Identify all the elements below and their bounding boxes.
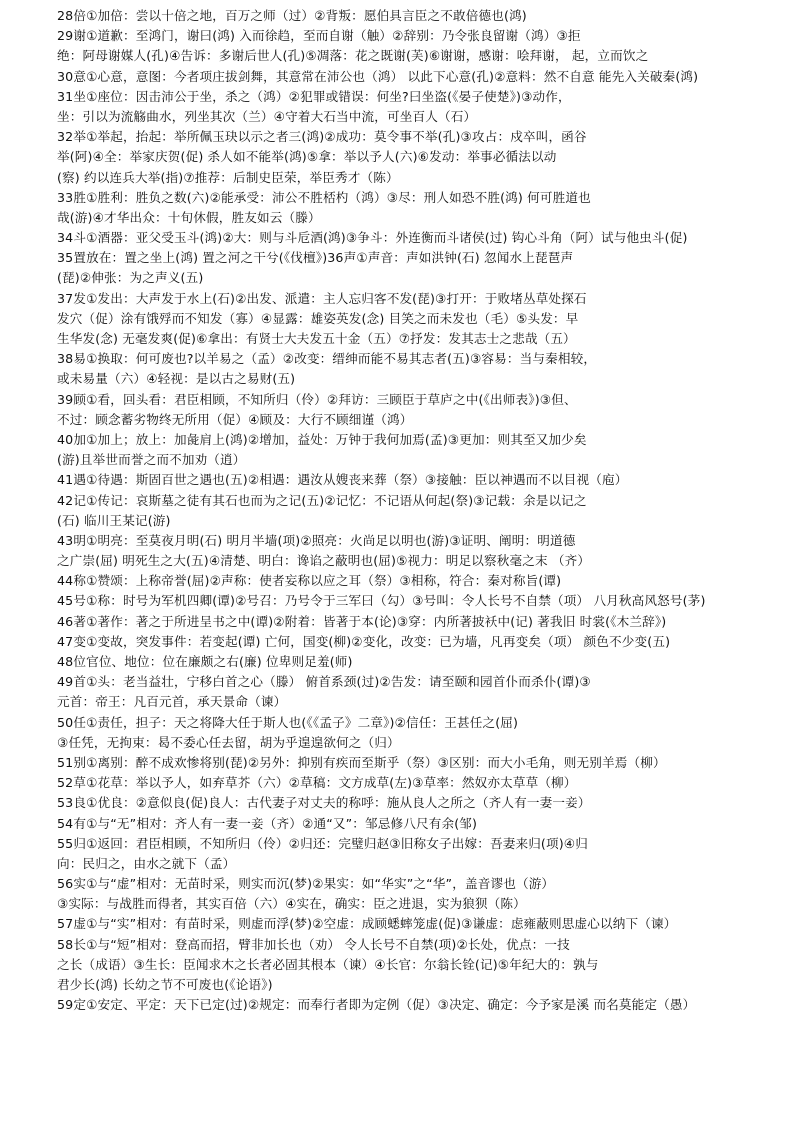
document-page — [57, 6, 777, 1096]
text-line: 之广崇(屈) 明死生之大(五)④清楚、明白：谗谄之蔽明也(屈)⑤视力：明足以察秋毫之末 （齐） — [57, 553, 591, 569]
text-line: 33胜①胜利：胜负之数(六)②能承受：沛公不胜桮杓（鸿）③尽：刑人如恐不胜(鸿) 何可胜道也 — [57, 189, 591, 205]
text-line: (察) 约以连兵大举(指)⑦推荐：后制史臣荣，举臣秀才（陈） — [57, 169, 399, 185]
text-line: 29谢①道歉：至鸿门，谢曰(鸿) 入而徐趋，至而自谢（触）②辞别：乃令张良留谢（鸿）③拒 — [57, 28, 581, 44]
text-line: 57虚①与“实”相对：有苗时采，则虚而浮(梦)②空虚：成顾蟋蟀笼虚(促)③谦虚：虑雍蔽则思虚心以纳下（谏） — [57, 916, 677, 932]
text-line: ③实际：与战胜而得者，其实百倍（六）④实在，确实：臣之进退，实为狼狈（陈） — [57, 896, 526, 912]
text-line: 38易①换取：何可废也?以羊易之（孟）②改变：缙绅而能不易其志者(五)③容易：当与秦相较， — [57, 351, 597, 367]
text-line: 43明①明亮：至莫夜月明(石) 明月半墙(项)②照亮：火尚足以明也(游)③证明、阐明：明道德 — [57, 532, 576, 548]
text-line: 51别①离别：醉不成欢惨将别(琵)②另外：抑别有疾而至斯乎（祭）③区别：而大小毛角，则无别羊焉（柳） — [57, 754, 666, 770]
text-line: 元首：帝王：凡百元首，承天景命（谏） — [57, 694, 287, 710]
text-line: 56实①与“虚”相对：无苗时采，则实而沉(梦)②果实：如“华实”之“华”，盖音谬也（游） — [57, 876, 555, 892]
text-line: 生华发(念) 无毫发爽(促)⑥拿出：有贤士大夫发五十金（五）⑦抒发：发其志士之悲哉（五） — [57, 331, 576, 346]
text-line: 坐：引以为流觞曲水，列坐其次（兰）④守着大石当中流，可坐百人（石） — [57, 108, 477, 124]
text-line: 39顾①看，回头看：君臣相顾，不知所归（伶）②拜访：三顾臣于草庐之中(《出师表》)③但、 — [57, 391, 577, 407]
text-line: 48位官位、地位：位在廉颇之右(廉) 位卑则足羞(师) — [57, 654, 353, 669]
text-line: 35置放在：置之坐上(鸿) 置之河之干兮(《伐檀》)36声①声音：声如洪钟(石) 忽闻水上琵琶声 — [57, 250, 574, 266]
text-line: 50任①责任，担子：天之将降大任于斯人也(《《孟子》二章》)②信任：王甚任之(屈) — [57, 714, 519, 730]
text-line: 34斗①酒器：亚父受玉斗(鸿)②大：则与斗卮酒(鸿)③争斗：外连衡而斗诸侯(过) 钩心斗角（阿）试与他虫斗(促) — [57, 230, 688, 246]
text-line: 向：民归之，由水之就下（孟） — [57, 855, 236, 871]
text-line: 52草①花草：举以予人，如弃草芥（六）②草稿：文方成草(左)③草率：然奴亦太草草（柳） — [57, 775, 577, 791]
text-line: (游)且举世而誉之而不加劝（逍） — [57, 452, 246, 468]
text-line: 发穴（促）涂有饿殍而不知发（寡）④显露：雄姿英发(念) 目笑之而未发也（毛）⑤头发：早 — [57, 310, 579, 326]
text-line: 哉(游)④才华出众：十旬休假，胜友如云（滕） — [57, 209, 321, 225]
text-line: 之长（成语）③生长：臣闻求木之长者必固其根本（谏）④长官：尔翁长铨(记)⑤年纪大的：孰与 — [57, 956, 599, 972]
text-line: 42记①传记：哀斯墓之徒有其石也而为之记(五)②记忆：不记语从何起(祭)③记载：余是以记之 — [57, 492, 587, 508]
text-line — [57, 1015, 777, 1035]
text-line: 49首①头：老当益壮，宁移白首之心（滕） 俯首系颈(过)②告发：请至颐和园首仆而杀仆(谭)③ — [57, 674, 591, 690]
text-line: 32举①举起，抬起：举所佩玉玦以示之者三(鸿)②成功：莫令事不举(孔)③攻占：戍卒叫，函谷 — [57, 129, 587, 145]
text-line: 44称①赞颂：上称帝誉(屈)②声称：使者妄称以应之耳（祭）③相称，符合：秦对称旨(谭) — [57, 573, 562, 589]
text-line — [57, 1056, 777, 1076]
text-line: (琵)②伸张：为之声义(五) — [57, 270, 204, 286]
text-line: 45号①称：时号为军机四卿(谭)②号召：乃号令于三军曰（勾）③号叫：令人长号不自禁（项） 八月秋高风怒号(茅) — [57, 593, 706, 609]
text-line — [57, 1076, 777, 1096]
text-line: 31坐①座位：因击沛公于坐，杀之（鸿）②犯罪或错误：何坐?曰坐盗(《晏子使楚》)③动作， — [57, 88, 571, 104]
text-line: 46著①著作：著之于所进呈书之中(谭)②附着：皆著于本(论)③穿：内所著披袄中(记) 著我旧 时裳(《木兰辞》) — [57, 613, 667, 629]
text-line: 37发①发出：大声发于水上(石)②出发、派遣：主人忘归客不发(琵)③打开：于败堵丛草处探石 — [57, 290, 587, 306]
text-line: 28倍①加倍：尝以十倍之地，百万之师（过）②背叛：愿伯具言臣之不敢倍德也(鸿) — [57, 8, 527, 23]
text-line: 举(阿)④全：举家庆贺(促) 杀人如不能举(鸿)⑤拿：举以予人(六)⑥发动：举事必循法以动 — [57, 149, 557, 165]
text-line: 40加①加上；放上：加彘肩上(鸿)②增加，益处：万钟于我何加焉(孟)③更加：则其至又加少矣 — [57, 431, 587, 447]
text-line: 或未易量（六）④轻视：是以古之易财(五) — [57, 371, 296, 387]
text-line: 41遇①待遇：斯固百世之遇也(五)②相遇：遇汝从嫂丧来葬（祭）③接触：臣以神遇而不以目视（庖） — [57, 472, 628, 488]
text-line: 君少长(鸿) 长幼之节不可废也(《论语》) — [57, 977, 273, 992]
text-line: 58长①与“短”相对：登高而招，臂非加长也（劝） 令人长号不自禁(项)②长处，优点：一技 — [57, 936, 570, 952]
text-line: 55归①返回：君臣相顾，不知所归（伶）②归还：完璧归赵③旧称女子出嫁：吾妻来归(项)④归 — [57, 835, 588, 851]
text-line: ③任凭，无拘束：曷不委心任去留，胡为乎遑遑欲何之（归） — [57, 734, 400, 750]
text-line: 54有①与“无”相对：齐人有一妻一妾（齐）②通“又”：邹忌修八尺有余(邹) — [57, 815, 478, 831]
text-line — [57, 1036, 777, 1056]
text-line: (石) 临川王某记(游) — [57, 512, 171, 528]
text-line: 53良①优良：②意似良(促)良人：古代妻子对丈夫的称呼：施从良人之所之（齐人有一妻一妾） — [57, 795, 591, 811]
text-line: 30意①心意，意图：今者项庄拔剑舞，其意常在沛公也（鸿） 以此下心意(孔)②意料：然不自意 能先入关破秦(鸿) — [57, 68, 699, 84]
text-line: 不过：顾念蓄劣物终无所用（促）④顾及：大行不顾细谨（鸿） — [57, 411, 413, 427]
text-line: 59定①安定、平定：天下已定(过)②规定：而奉行者即为定例（促）③决定、确定：今予家是溪 而名莫能定（愚） — [57, 997, 696, 1013]
text-line: 绝：阿母谢媒人(孔)④告诉：多谢后世人(孔)⑤凋落：花之既谢(芙)⑥谢谢，感谢：哙拜谢， 起，立而饮之 — [57, 48, 649, 64]
text-line: 47变①变故，突发事件：若变起(谭) 亡何，国变(柳)②变化，改变：已为墙，凡再变矣（项） 颜色不少变(五) — [57, 633, 671, 649]
